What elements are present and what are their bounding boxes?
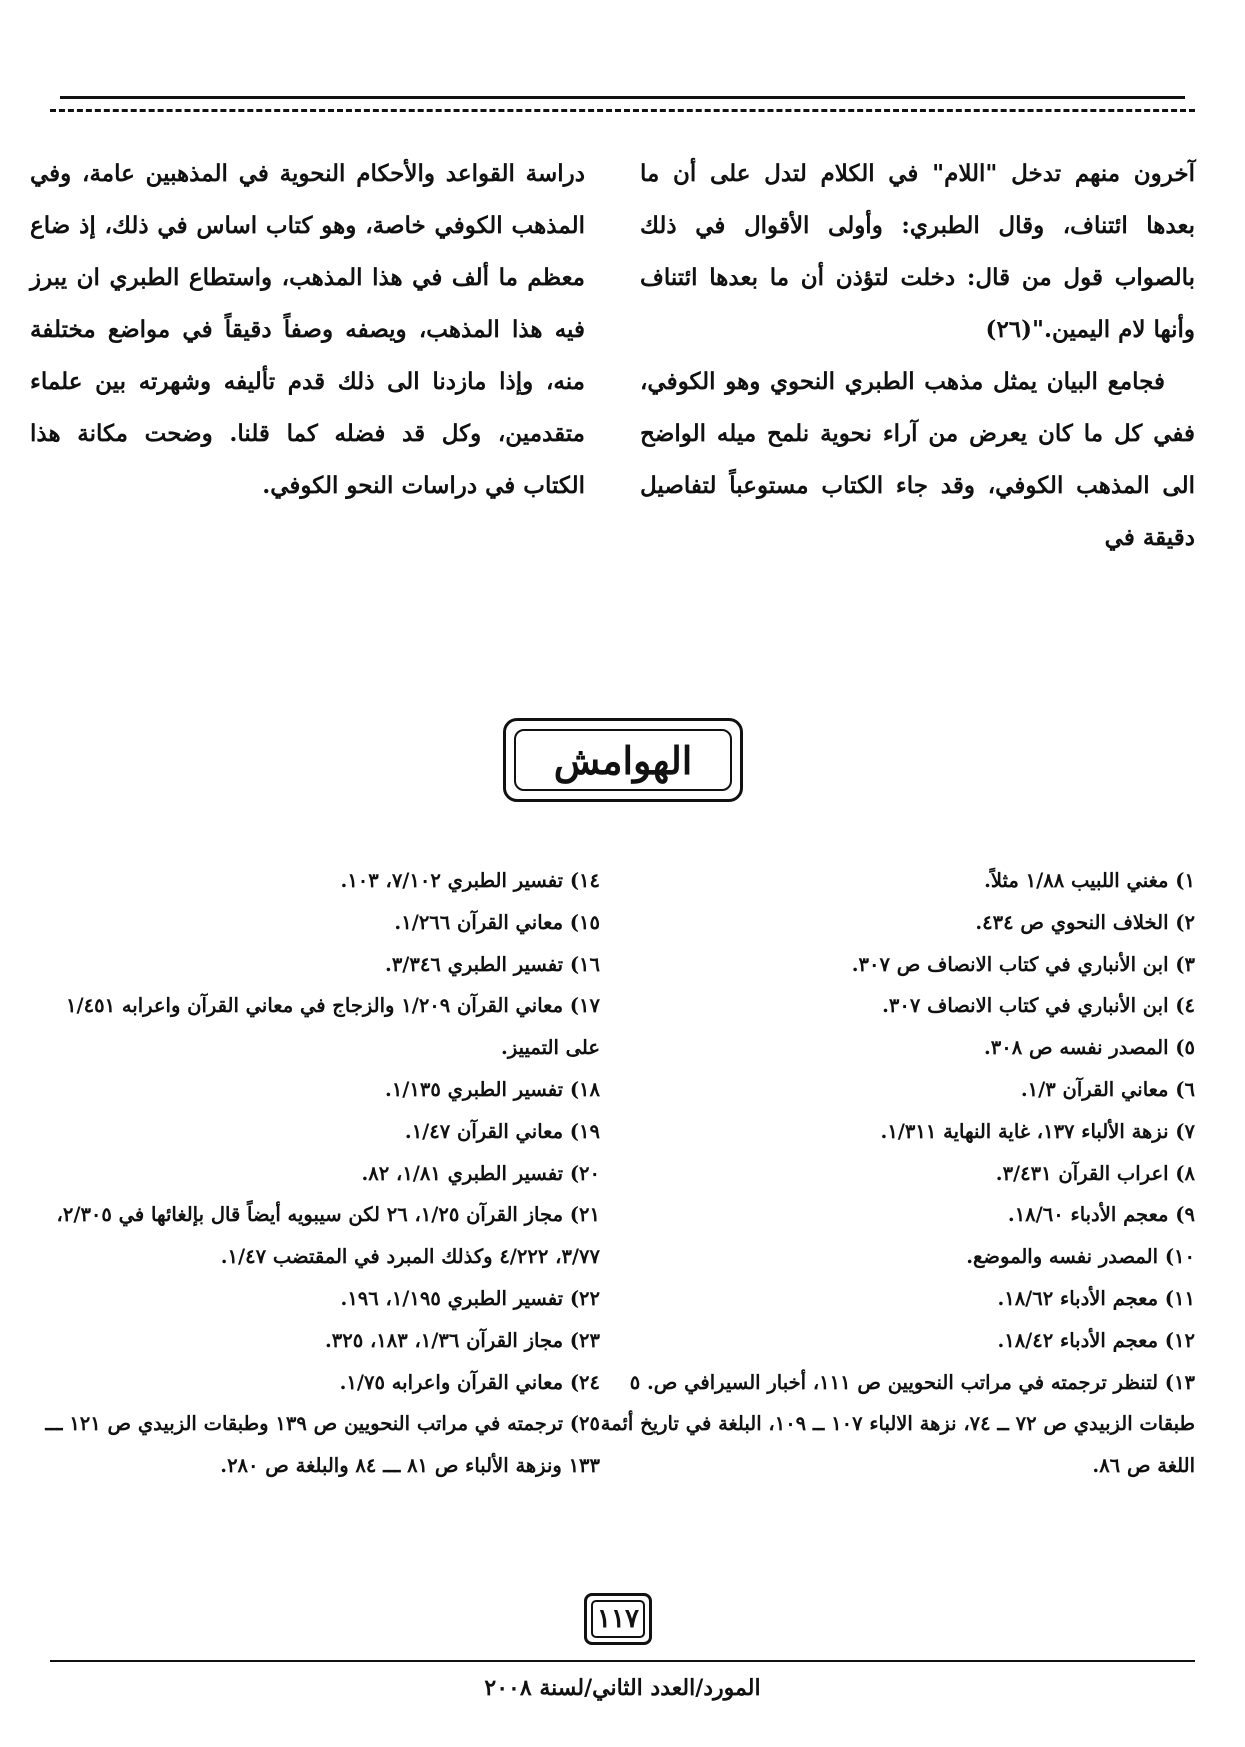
page-number: ١١٧ xyxy=(597,1604,639,1634)
footnote: ٢٤) معاني القرآن واعرابه ١/٧٥. xyxy=(339,1370,600,1394)
body-paragraph: دراسة القواعد والأحكام النحوية في المذهبين عامة، وفي المذهب الكوفي خاصة، وهو كتاب اساس في ذلك، إذ ضاع معظم ما ألف في هذا المذهب، واستطاع الطبري ان يبرز فيه هذا المذهب، ويصفه وصفاً دقيقاً في مواضع مختلفة منه، وإذا مازدنا الى ذلك قدم تأليفه وشهرته بين علماء متقدمين، وكل قد فضله كما قلنا. وضحت مكانة هذا الكتاب في دراسات النحو الكوفي. xyxy=(30,160,585,499)
footnote: ٨) اعراب القرآن ٣/٤٣١. xyxy=(995,1161,1195,1185)
footnote: ١٢) معجم الأدباء ١٨/٤٢. xyxy=(997,1328,1195,1352)
footnote: ١٥) معاني القرآن ١/٢٦٦. xyxy=(394,910,600,934)
notes-heading-frame xyxy=(503,718,743,802)
running-footer: المورد/العدد الثاني/لسنة ٢٠٠٨ xyxy=(484,1675,761,1701)
footnote: ١) مغني اللبيب ١/٨٨ مثلاً. xyxy=(984,869,1195,892)
footnote: ٣) ابن الأنباري في كتاب الانصاف ص ٣٠٧. xyxy=(851,952,1195,976)
footnote: ١٦) تفسير الطبري ٣/٣٤٦. xyxy=(385,952,600,976)
bottom-rule xyxy=(50,1660,1195,1662)
footnote: ٢٠) تفسير الطبري ١/٨١، ٨٢. xyxy=(361,1161,600,1185)
footnote: ٦) معاني القرآن ١/٣. xyxy=(1020,1077,1195,1101)
footnote: ٧) نزهة الألباء ١٣٧، غاية النهاية ١/٣١١. xyxy=(880,1119,1195,1143)
page-number-box xyxy=(584,1593,652,1645)
footnote: ١٤) تفسير الطبري ٧/١٠٢، ١٠٣. xyxy=(340,869,600,892)
page-number-inner-frame xyxy=(591,1600,645,1638)
footnote: ٢٢) تفسير الطبري ١/١٩٥، ١٩٦. xyxy=(340,1286,600,1310)
footnote: ١٩) معاني القرآن ١/٤٧. xyxy=(404,1119,600,1143)
notes-column-left xyxy=(45,860,600,1487)
body-paragraph: فجامع البيان يمثل مذهب الطبري النحوي وهو الكوفي، ففي كل ما كان يعرض من آراء نحوية نلمح ميله الواضح الى المذهب الكوفي، وقد جاء الكتاب مستوعباً لتفاصيل دقيقة في xyxy=(640,368,1195,551)
body-column-left xyxy=(30,148,585,512)
footnote: ١١) معجم الأدباء ١٨/٦٢. xyxy=(997,1286,1195,1310)
footnote: ٢٣) مجاز القرآن ١/٣٦، ١٨٣، ٣٢٥. xyxy=(324,1328,600,1352)
notes-column-right xyxy=(595,860,1195,1487)
footnote: ١٣) لتنظر ترجمته في مراتب النحويين ص ١١١، أخبار السيرافي ص. ٥ طبقات الزبيدي ص ٧٢ ــ ٧٤، نزهة الالباء ١٠٧ ــ ١٠٩، البلغة في تاريخ أئمة اللغة ص ٨٦. xyxy=(600,1370,1195,1478)
top-rule xyxy=(60,96,1185,99)
footnote: ٥) المصدر نفسه ص ٣٠٨. xyxy=(984,1036,1195,1060)
body-column-right xyxy=(640,148,1195,564)
footnote: ٢١) مجاز القرآن ١/٢٥، ٢٦ لكن سيبويه أيضاً قال بإلغائها في ٢/٣٠٥، ٣/٧٧، ٤/٢٢٢ وكذلك المبرد في المقتضب ١/٤٧. xyxy=(56,1203,600,1269)
footnote: ٤) ابن الأنباري في كتاب الانصاف ٣٠٧. xyxy=(882,994,1195,1018)
body-paragraph: آخرون منهم تدخل "اللام" في الكلام لتدل على أن ما بعدها ائتناف، وقال الطبري: وأولى الأقوال في ذلك بالصواب قول من قال: دخلت لتؤذن أن ما بعدها ائتناف وأنها لام اليمين."(٢٦) xyxy=(640,160,1195,343)
notes-heading: الهوامش xyxy=(514,729,732,791)
footnote: ١٨) تفسير الطبري ١/١٣٥. xyxy=(385,1077,600,1101)
footnote: ١٠) المصدر نفسه والموضع. xyxy=(966,1245,1195,1269)
footnote: ١٧) معاني القرآن ١/٢٠٩ والزجاج في معاني القرآن واعرابه ١/٤٥١ على التمييز. xyxy=(66,994,600,1060)
footnote: ٢٥) ترجمته في مراتب النحويين ص ١٣٩ وطبقات الزبيدي ص ١٢١ ـــ ١٣٣ ونزهة الألباء ص ٨١ ـــ ٨٤ والبلغة ص ٢٨٠. xyxy=(45,1412,600,1478)
footnote: ٩) معجم الأدباء ١٨/٦٠. xyxy=(1007,1203,1195,1227)
footnote: ٢) الخلاف النحوي ص ٤٣٤. xyxy=(975,910,1195,934)
top-dashed-rule xyxy=(50,109,1195,112)
